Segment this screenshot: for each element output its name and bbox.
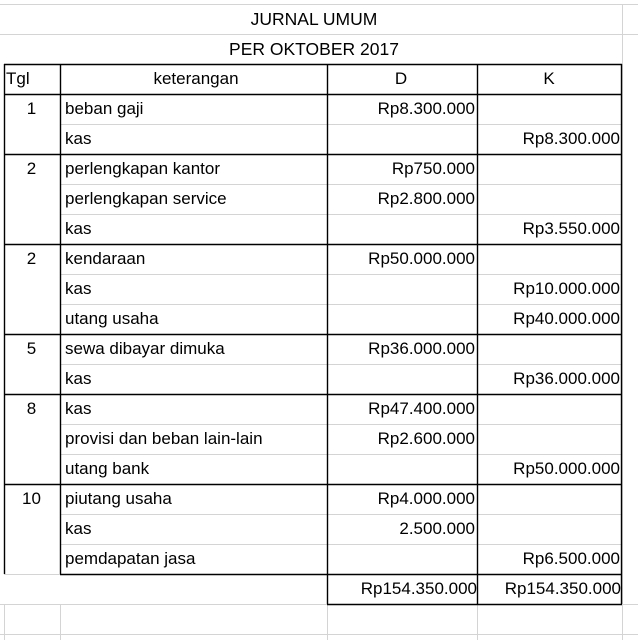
cell-tgl[interactable]: 1 [26, 99, 37, 118]
cell-tgl[interactable] [4, 274, 59, 304]
cell-keterangan[interactable]: provisi dan beban lain-lain [65, 429, 263, 448]
cell-debit[interactable] [327, 124, 475, 154]
cell-keterangan[interactable]: perlengkapan service [65, 189, 227, 208]
cell-keterangan[interactable]: utang bank [65, 459, 150, 478]
cell-kredit[interactable] [478, 154, 620, 184]
cell-tgl[interactable] [4, 184, 59, 214]
cell-debit[interactable]: Rp8.300.000 [377, 99, 475, 118]
cell-keterangan[interactable]: kas [65, 399, 92, 418]
cell-debit[interactable] [327, 304, 475, 334]
table-row [0, 304, 638, 334]
cell-kredit[interactable] [478, 244, 620, 274]
cell-keterangan[interactable]: kas [65, 129, 92, 148]
table-row [0, 214, 638, 244]
table-row [0, 484, 638, 514]
cell-debit[interactable] [327, 454, 475, 484]
cell-keterangan[interactable]: utang usaha [65, 309, 159, 328]
cell-tgl[interactable] [4, 124, 59, 154]
cell-debit[interactable]: Rp50.000.000 [368, 249, 475, 268]
journal-title[interactable]: JURNAL UMUM [250, 9, 378, 29]
cell-tgl[interactable] [4, 424, 59, 454]
cell-kredit[interactable]: Rp50.000.000 [513, 459, 620, 478]
cell-kredit[interactable] [478, 424, 620, 454]
subtitle-row [0, 34, 638, 64]
total-debit[interactable]: Rp154.350.000 [360, 579, 477, 598]
cell-tgl[interactable]: 10 [22, 489, 41, 508]
cell-tgl[interactable]: 5 [26, 339, 37, 358]
cell-debit[interactable] [327, 544, 475, 574]
table-row [0, 364, 638, 394]
cell-debit[interactable]: Rp750.000 [391, 159, 475, 178]
cell-keterangan[interactable]: kendaraan [65, 249, 146, 268]
cell-kredit[interactable]: Rp8.300.000 [522, 129, 620, 148]
journal-period[interactable]: PER OKTOBER 2017 [229, 39, 399, 59]
cell-keterangan[interactable]: kas [65, 279, 92, 298]
cell-kredit[interactable]: Rp3.550.000 [522, 219, 620, 238]
table-row [0, 514, 638, 544]
table-row [0, 544, 638, 574]
cell-debit[interactable]: Rp2.800.000 [377, 189, 475, 208]
header-row [0, 64, 638, 94]
cell-debit[interactable]: 2.500.000 [399, 519, 475, 538]
cell-keterangan[interactable]: kas [65, 219, 92, 238]
table-row [0, 184, 638, 214]
cell-debit[interactable]: Rp4.000.000 [377, 489, 475, 508]
cell-tgl[interactable] [4, 544, 59, 574]
title-row [0, 4, 638, 34]
header-tgl[interactable]: Tgl [6, 69, 30, 88]
cell-kredit[interactable]: Rp10.000.000 [513, 279, 620, 298]
cell-keterangan[interactable]: pemdapatan jasa [65, 549, 196, 568]
cell-keterangan[interactable]: piutang usaha [65, 489, 172, 508]
cell-kredit[interactable]: Rp40.000.000 [513, 309, 620, 328]
table-row [0, 94, 638, 124]
cell-debit[interactable]: Rp47.400.000 [368, 399, 475, 418]
cell-debit[interactable]: Rp36.000.000 [368, 339, 475, 358]
cell-tgl[interactable] [4, 304, 59, 334]
cell-tgl[interactable]: 2 [26, 159, 37, 178]
table-row [0, 334, 638, 364]
header-kredit[interactable]: K [543, 69, 555, 88]
cell-keterangan[interactable]: beban gaji [65, 99, 144, 118]
table-row [0, 424, 638, 454]
cell-tgl[interactable] [4, 364, 59, 394]
table-row [0, 124, 638, 154]
cell-debit[interactable] [327, 274, 475, 304]
table-row [0, 154, 638, 184]
cell-kredit[interactable] [478, 514, 620, 544]
table-row [0, 244, 638, 274]
table-row [0, 274, 638, 304]
cell-debit[interactable] [327, 364, 475, 394]
cell-tgl[interactable]: 8 [26, 399, 37, 418]
cell-kredit[interactable] [478, 334, 620, 364]
cell-keterangan[interactable]: kas [65, 369, 92, 388]
total-kredit[interactable]: Rp154.350.000 [504, 579, 621, 598]
header-keterangan[interactable]: keterangan [153, 69, 239, 88]
cell-tgl[interactable]: 2 [26, 249, 37, 268]
cell-keterangan[interactable]: perlengkapan kantor [65, 159, 221, 178]
table-row [0, 454, 638, 484]
cell-kredit[interactable] [478, 484, 620, 514]
cell-tgl[interactable] [4, 454, 59, 484]
header-debit[interactable]: D [394, 69, 408, 88]
cell-debit[interactable] [327, 214, 475, 244]
totals-row [0, 574, 638, 604]
cell-tgl[interactable] [4, 514, 59, 544]
cell-kredit[interactable]: Rp36.000.000 [513, 369, 620, 388]
table-row [0, 394, 638, 424]
cell-kredit[interactable]: Rp6.500.000 [522, 549, 620, 568]
cell-keterangan[interactable]: sewa dibayar dimuka [65, 339, 225, 358]
cell-tgl[interactable] [4, 214, 59, 244]
cell-kredit[interactable] [478, 394, 620, 424]
cell-kredit[interactable] [478, 184, 620, 214]
cell-kredit[interactable] [478, 94, 620, 124]
cell-keterangan[interactable]: kas [65, 519, 92, 538]
cell-debit[interactable]: Rp2.600.000 [377, 429, 475, 448]
